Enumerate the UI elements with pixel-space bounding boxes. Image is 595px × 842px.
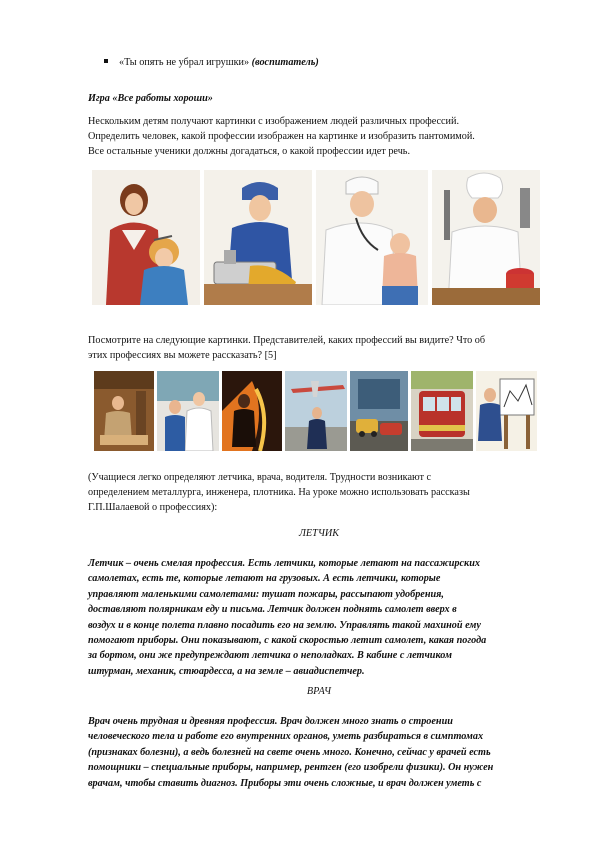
question-paragraph	[88, 333, 550, 363]
text-line: врачам, чтобы ставить диагноз. Приборы эти очень сложные, и врач должен уметь с	[88, 777, 482, 789]
intro-line: Определить человек, какой профессии изображен на картинке и изобразить пантомимой.	[88, 131, 475, 142]
hairdresser-picture	[92, 170, 200, 305]
text-line: доставляют полярникам еду и письма. Летчик должен поднять самолет вверх в	[88, 604, 457, 616]
text-line: штурман, механик, стюардесса, а на земле – авиадиспетчер.	[88, 665, 365, 677]
section-text-pilot	[88, 556, 550, 679]
note-line: Г.П.Шалаевой о профессиях):	[88, 502, 218, 513]
note-paragraph	[88, 470, 550, 515]
text-line: Врач очень трудная и древняя профессия. Врач должен много знать о строении	[88, 716, 453, 727]
carpenter-picture	[94, 371, 154, 451]
bullet-role: (воспитатель)	[251, 57, 319, 68]
intro-line: Нескольким детям получают картинки с изображением людей различных профессий.	[88, 116, 460, 127]
text-line: помогают приборы. Они показывают, с какой скоростью летит самолет, какая погода	[88, 635, 487, 647]
text-line: воздух и в конце полета плавно посадить его на землю. Управлять такой махиной ему	[88, 619, 481, 631]
bullet-icon	[104, 59, 108, 63]
text-line: самолетах, есть те, которые летают на грузовых. А есть летчики, которые	[88, 573, 441, 585]
note-line: (Учащиеся легко определяют летчика, врача, водителя. Трудности возникают с	[88, 472, 431, 483]
text-line: управляют маленькими самолетами: тушат пожары, рассыпают удобрения,	[88, 588, 444, 600]
cook-picture	[432, 170, 540, 305]
game-title: Игра «Все работы хороши»	[88, 93, 213, 104]
section-heading-doctor: ВРАЧ	[306, 686, 332, 697]
pictures-row-1	[92, 170, 548, 305]
pilot-picture	[285, 371, 347, 451]
question-line: этих профессиях вы можете рассказать? [5]	[88, 350, 277, 361]
text-line: помощники – специальные приборы, например, рентген (его изобрели физики). Он нужен	[88, 762, 494, 774]
text-line: (признаках болезни), а ведь болезней на свете очень много. Конечно, сейчас у врачей есть	[88, 746, 491, 758]
intro-paragraph	[88, 114, 550, 159]
pictures-row-2	[94, 371, 551, 451]
seamstress-picture	[204, 170, 312, 305]
text-line: за бортом, они же предупреждают летчика о неполадках. В кабине с летчиком	[88, 650, 452, 662]
text-line: человеческого тела и работе его внутренних органов, уметь разбираться в симптомах	[88, 731, 484, 743]
section-heading-pilot: ЛЕТЧИК	[299, 528, 339, 539]
tram-picture	[411, 371, 473, 451]
driver-picture	[350, 371, 408, 451]
bullet-quote: «Ты опять не убрал игрушки»	[119, 57, 250, 68]
intro-line: Все остальные ученики должны догадаться, о какой профессии идет речь.	[88, 146, 411, 157]
text-line: Летчик – очень смелая профессия. Есть летчики, которые летают на пассажирских	[88, 558, 480, 569]
section-text-doctor	[88, 714, 550, 791]
doctor-clinic-picture	[157, 371, 219, 451]
question-line: Посмотрите на следующие картинки. Представителей, каких профессий вы видите? Что об	[88, 335, 486, 346]
engineer-picture	[476, 371, 537, 451]
note-line: определением металлурга, инженера, плотника. На уроке можно использовать рассказы	[88, 487, 470, 498]
doctor-picture	[316, 170, 428, 305]
bullet-item	[104, 57, 319, 68]
metallurgist-picture	[222, 371, 282, 451]
